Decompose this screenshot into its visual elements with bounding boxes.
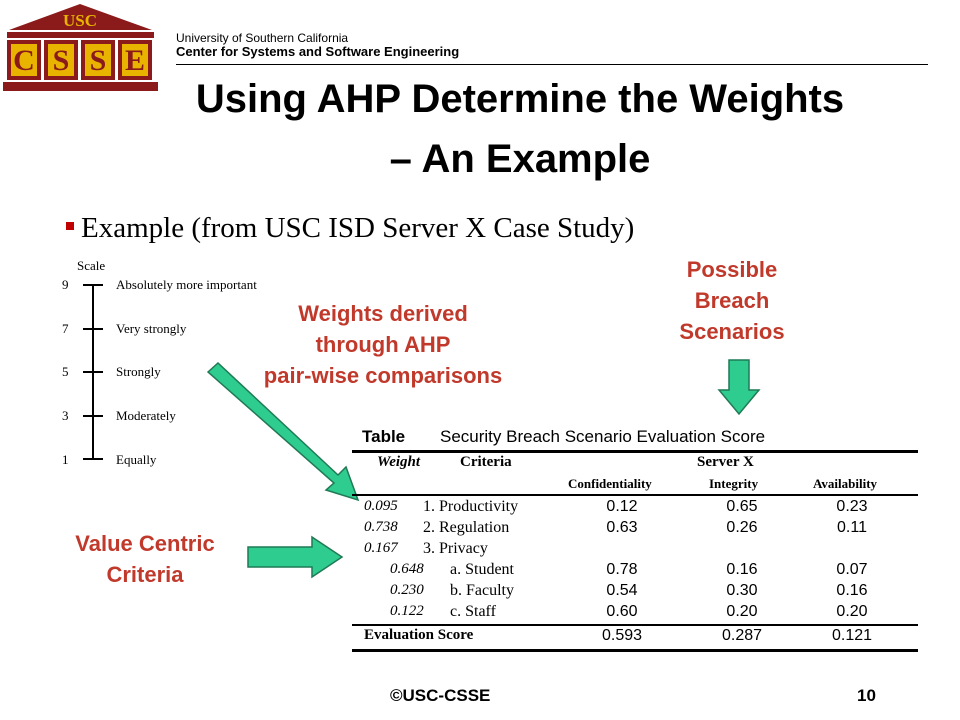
scale-value: 5 (62, 364, 69, 379)
breach-callout-line: Scenarios (679, 319, 785, 344)
svg-text:C: C (13, 44, 35, 77)
scale-text: Very strongly (116, 321, 187, 336)
row-criteria: 3. Privacy (423, 540, 488, 557)
bullet-square-icon (66, 222, 74, 230)
header-divider (176, 64, 928, 65)
confidentiality-value: 0.54 (606, 582, 638, 599)
availability-value: 0.11 (837, 519, 867, 536)
integrity-value: 0.20 (726, 603, 758, 620)
availability-value: 0.23 (836, 498, 868, 515)
eval-rule (352, 624, 918, 626)
eval-score-label: Evaluation Score (364, 627, 474, 643)
integrity-header: Integrity (709, 476, 759, 491)
svg-text:E: E (124, 44, 146, 77)
scale-tick (83, 458, 103, 460)
table-caption-text: Security Breach Scenario Evaluation Score (440, 427, 766, 446)
weights-callout-line: Weights derived (298, 301, 468, 326)
row-criteria: c. Staff (450, 603, 496, 620)
row-weight: 0.648 (390, 561, 424, 577)
scale-text: Absolutely more important (116, 277, 257, 292)
availability-value: 0.07 (836, 561, 868, 578)
university-name: University of Southern California (176, 31, 349, 45)
row-weight: 0.738 (364, 519, 398, 535)
value-callout-line: Criteria (106, 562, 184, 587)
weights-callout-line: pair-wise comparisons (263, 363, 503, 388)
svg-text:S: S (89, 44, 107, 77)
scale-text: Strongly (116, 364, 161, 379)
confidentiality-header: Confidentiality (568, 476, 652, 491)
confidentiality-value: 0.12 (606, 498, 638, 515)
table-caption-label: Table (362, 427, 406, 446)
breach-callout-line: Breach (694, 288, 770, 313)
row-criteria: b. Faculty (450, 582, 514, 599)
scale-tick (83, 371, 103, 373)
integrity-value: 0.30 (726, 582, 758, 599)
table-bottom-rule (352, 649, 918, 652)
criteria-column-header: Criteria (460, 454, 512, 470)
bullet-text: Example (from USC ISD Server X Case Study) (81, 212, 635, 244)
slide-title (120, 76, 920, 182)
row-weight: 0.230 (390, 582, 424, 598)
example-bullet (66, 212, 634, 245)
row-criteria: 2. Regulation (423, 519, 510, 536)
title-line-2: – An Example (389, 137, 651, 181)
scale-tick (83, 328, 103, 330)
breach-callout-line: Possible (686, 257, 778, 282)
scale-label: Scale (77, 258, 106, 273)
row-weight: 0.095 (364, 498, 398, 514)
confidentiality-value: 0.78 (606, 561, 638, 578)
breach-callout (650, 254, 814, 347)
integrity-value: 0.26 (726, 519, 758, 536)
page-number: 10 (857, 686, 876, 705)
scale-text: Equally (116, 452, 157, 467)
scale-value: 7 (62, 321, 69, 336)
availability-value: 0.20 (836, 603, 868, 620)
eval-integrity: 0.287 (721, 627, 763, 644)
eval-confidentiality: 0.593 (601, 627, 643, 644)
diagonal-arrow-icon (200, 360, 370, 510)
integrity-value: 0.16 (726, 561, 758, 578)
footer-copyright: ©USC-CSSE (390, 686, 491, 705)
server-column-header: Server X (697, 454, 754, 470)
row-criteria: 1. Productivity (423, 498, 519, 515)
center-name: Center for Systems and Software Engineering (176, 44, 460, 59)
title-line-1: Using AHP Determine the Weights (195, 77, 845, 121)
scale-value: 9 (62, 277, 69, 292)
integrity-value: 0.65 (726, 498, 758, 515)
eval-availability: 0.121 (831, 627, 873, 644)
weights-callout-line: through AHP (315, 332, 451, 357)
row-weight: 0.122 (390, 603, 424, 619)
scale-text: Moderately (116, 408, 176, 423)
table-top-rule (352, 450, 918, 453)
value-callout-line: Value Centric (75, 531, 215, 556)
header-rule (352, 494, 918, 496)
svg-text:USC: USC (62, 11, 98, 30)
weight-column-header: Weight (377, 454, 421, 470)
availability-header: Availability (813, 476, 878, 491)
row-weight: 0.167 (364, 540, 398, 556)
scale-value: 3 (62, 408, 69, 423)
scale-tick (83, 284, 103, 286)
scale-value: 1 (62, 452, 69, 467)
confidentiality-value: 0.63 (606, 519, 638, 536)
scale-tick (83, 415, 103, 417)
down-arrow-icon (715, 358, 763, 418)
value-callout (40, 528, 250, 590)
availability-value: 0.16 (836, 582, 868, 599)
row-criteria: a. Student (450, 561, 514, 578)
evaluation-table (352, 420, 918, 655)
confidentiality-value: 0.60 (606, 603, 638, 620)
right-arrow-icon (246, 535, 346, 579)
svg-text:S: S (52, 44, 70, 77)
